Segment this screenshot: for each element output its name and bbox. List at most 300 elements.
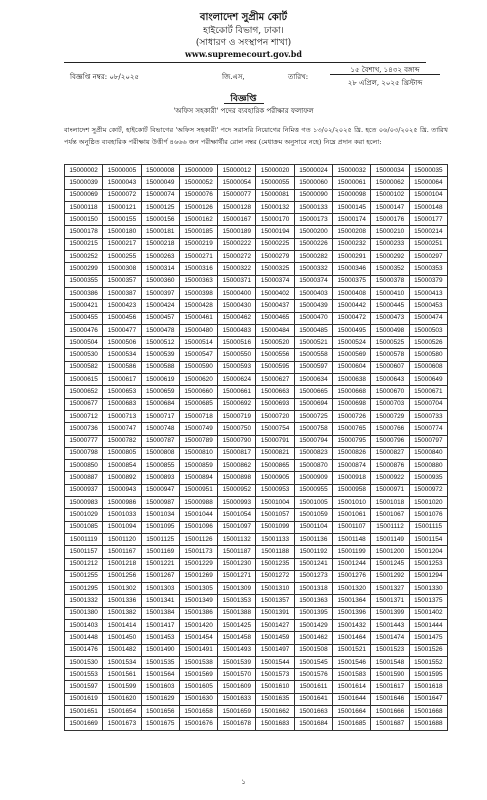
roll-number-cell: 15000291 bbox=[333, 251, 371, 263]
date-label: তারিখ: bbox=[288, 73, 309, 81]
roll-number-cell: 15000506 bbox=[103, 337, 141, 349]
roll-number-cell: 15000870 bbox=[294, 460, 332, 472]
roll-number-cell: 15001230 bbox=[218, 558, 256, 570]
roll-number-cell: 15000118 bbox=[65, 201, 103, 213]
table-row bbox=[65, 632, 448, 644]
roll-number-cell: 15001018 bbox=[371, 497, 409, 509]
roll-number-cell: 15000462 bbox=[218, 312, 256, 324]
roll-number-cell: 15001044 bbox=[179, 509, 217, 521]
roll-number-cell: 15001663 bbox=[294, 706, 332, 718]
roll-number-cell: 15001546 bbox=[333, 656, 371, 668]
roll-number-cell: 15001212 bbox=[65, 558, 103, 570]
table-row bbox=[65, 546, 448, 558]
roll-number-cell: 15000226 bbox=[294, 238, 332, 250]
roll-number-cell: 15000150 bbox=[65, 214, 103, 226]
roll-number-cell: 15001295 bbox=[65, 583, 103, 595]
roll-number-cell: 15000617 bbox=[103, 374, 141, 386]
roll-number-cell: 15000520 bbox=[256, 337, 294, 349]
roll-number-cell: 15001564 bbox=[141, 669, 179, 681]
notice-title: বিজ্ঞপ্তি bbox=[230, 94, 257, 104]
roll-number-cell: 15000052 bbox=[179, 177, 217, 189]
roll-number-cell: 15000423 bbox=[103, 300, 141, 312]
roll-number-cell: 15000400 bbox=[218, 287, 256, 299]
roll-number-cell: 15001119 bbox=[65, 533, 103, 545]
table-row bbox=[65, 312, 448, 324]
roll-number-cell: 15000937 bbox=[65, 484, 103, 496]
roll-number-cell: 15000874 bbox=[333, 460, 371, 472]
roll-number-cell: 15001420 bbox=[179, 619, 217, 631]
roll-number-cell: 15001054 bbox=[218, 509, 256, 521]
roll-number-cell: 15000671 bbox=[409, 386, 447, 398]
roll-number-cell: 15000747 bbox=[103, 423, 141, 435]
roll-number-cell: 15000951 bbox=[179, 484, 217, 496]
roll-number-cell: 15000039 bbox=[65, 177, 103, 189]
memo-number: বিজ্ঞপ্তি নম্বর: ০৮/২০২৫ bbox=[70, 73, 139, 81]
roll-number-cell: 15001167 bbox=[103, 546, 141, 558]
roll-number-cell: 15001104 bbox=[294, 521, 332, 533]
roll-number-cell: 15000200 bbox=[294, 226, 332, 238]
roll-number-cell: 15001276 bbox=[333, 570, 371, 582]
roll-number-cell: 15001548 bbox=[371, 656, 409, 668]
roll-number-cell: 15000255 bbox=[103, 251, 141, 263]
roll-number-cell: 15001357 bbox=[256, 595, 294, 607]
roll-number-cell: 15001133 bbox=[256, 533, 294, 545]
roll-number-cell: 15000668 bbox=[333, 386, 371, 398]
roll-number-cell: 15000476 bbox=[65, 324, 103, 336]
roll-number-cell: 15001256 bbox=[103, 570, 141, 582]
roll-number-cell: 15000222 bbox=[218, 238, 256, 250]
roll-number-cell: 15000586 bbox=[103, 361, 141, 373]
roll-number-cell: 15001570 bbox=[218, 669, 256, 681]
roll-number-cell: 15000796 bbox=[371, 435, 409, 447]
table-row bbox=[65, 484, 448, 496]
table-row bbox=[65, 423, 448, 435]
roll-number-cell: 15001125 bbox=[141, 533, 179, 545]
roll-number-cell: 15000823 bbox=[294, 447, 332, 459]
table-row bbox=[65, 300, 448, 312]
roll-number-cell: 15000634 bbox=[294, 374, 332, 386]
roll-number-cell: 15000661 bbox=[218, 386, 256, 398]
roll-number-cell: 15001595 bbox=[409, 669, 447, 681]
roll-number-cell: 15000787 bbox=[141, 435, 179, 447]
roll-number-cell: 15000442 bbox=[333, 300, 371, 312]
roll-number-cell: 15000413 bbox=[409, 287, 447, 299]
roll-number-cell: 15001336 bbox=[103, 595, 141, 607]
roll-number-cell: 15000445 bbox=[371, 300, 409, 312]
table-row bbox=[65, 619, 448, 631]
table-row bbox=[65, 386, 448, 398]
roll-number-cell: 15000578 bbox=[371, 349, 409, 361]
roll-number-cell: 15000918 bbox=[333, 472, 371, 484]
roll-number-cell: 15001005 bbox=[294, 497, 332, 509]
roll-number-cell: 15001659 bbox=[218, 706, 256, 718]
roll-number-cell: 15001149 bbox=[371, 533, 409, 545]
roll-number-cell: 15000005 bbox=[103, 165, 141, 177]
roll-number-cell: 15000076 bbox=[179, 189, 217, 201]
table-row bbox=[65, 251, 448, 263]
roll-number-cell: 15001403 bbox=[65, 619, 103, 631]
roll-number-cell: 15000465 bbox=[256, 312, 294, 324]
roll-number-cell: 15001534 bbox=[103, 656, 141, 668]
roll-number-cell: 15000725 bbox=[294, 410, 332, 422]
roll-number-cell: 15000791 bbox=[256, 435, 294, 447]
roll-number-cell: 15001444 bbox=[409, 619, 447, 631]
table-row bbox=[65, 595, 448, 607]
roll-number-cell: 15000147 bbox=[371, 201, 409, 213]
roll-number-cell: 15000062 bbox=[371, 177, 409, 189]
roll-number-cell: 15000887 bbox=[65, 472, 103, 484]
roll-number-cell: 15000503 bbox=[409, 324, 447, 336]
roll-number-cell: 15001380 bbox=[65, 607, 103, 619]
roll-number-cell: 15001349 bbox=[179, 595, 217, 607]
roll-number-cell: 15001576 bbox=[294, 669, 332, 681]
roll-number-cell: 15000128 bbox=[218, 201, 256, 213]
roll-number-cell: 15001618 bbox=[409, 681, 447, 693]
roll-number-cell: 15000483 bbox=[218, 324, 256, 336]
roll-number-cell: 15000251 bbox=[409, 238, 447, 250]
table-row bbox=[65, 263, 448, 275]
roll-number-cell: 15000457 bbox=[141, 312, 179, 324]
table-row bbox=[65, 521, 448, 533]
roll-number-cell: 15000279 bbox=[256, 251, 294, 263]
roll-number-cell: 15000736 bbox=[65, 423, 103, 435]
roll-number-cell: 15000477 bbox=[103, 324, 141, 336]
roll-number-cell: 15000766 bbox=[371, 423, 409, 435]
roll-number-cell: 15000034 bbox=[371, 165, 409, 177]
roll-number-cell: 15000789 bbox=[179, 435, 217, 447]
roll-number-cell: 15000215 bbox=[65, 238, 103, 250]
roll-number-cell: 15001609 bbox=[218, 681, 256, 693]
roll-number-cell: 15001635 bbox=[256, 693, 294, 705]
roll-number-cell: 15000720 bbox=[256, 410, 294, 422]
roll-number-cell: 15001497 bbox=[256, 644, 294, 656]
roll-number-cell: 15000263 bbox=[141, 251, 179, 263]
roll-number-cell: 15000408 bbox=[333, 287, 371, 299]
roll-number-cell: 15001641 bbox=[294, 693, 332, 705]
table-row bbox=[65, 718, 448, 730]
roll-number-cell: 15000357 bbox=[103, 275, 141, 287]
roll-number-cell: 15001154 bbox=[409, 533, 447, 545]
table-row bbox=[65, 238, 448, 250]
roll-number-cell: 15000495 bbox=[333, 324, 371, 336]
roll-number-cell: 15001662 bbox=[256, 706, 294, 718]
roll-number-cell: 15000685 bbox=[179, 398, 217, 410]
roll-number-cell: 15001391 bbox=[256, 607, 294, 619]
table-row bbox=[65, 201, 448, 213]
roll-number-cell: 15000424 bbox=[141, 300, 179, 312]
table-row bbox=[65, 607, 448, 619]
roll-number-cell: 15001341 bbox=[141, 595, 179, 607]
roll-number-cell: 15000854 bbox=[103, 460, 141, 472]
table-row bbox=[65, 558, 448, 570]
roll-number-cell: 15000322 bbox=[218, 263, 256, 275]
roll-number-cell: 15000125 bbox=[141, 201, 179, 213]
roll-number-cell: 15001666 bbox=[371, 706, 409, 718]
roll-number-cell: 15000155 bbox=[103, 214, 141, 226]
roll-number-cell: 15001605 bbox=[179, 681, 217, 693]
roll-number-cell: 15001269 bbox=[179, 570, 217, 582]
roll-number-cell: 15000971 bbox=[371, 484, 409, 496]
roll-number-cell: 15000514 bbox=[179, 337, 217, 349]
table-row bbox=[65, 509, 448, 521]
roll-number-cell: 15001292 bbox=[371, 570, 409, 582]
roll-number-cell: 15001375 bbox=[409, 595, 447, 607]
roll-number-cell: 15001097 bbox=[218, 521, 256, 533]
roll-number-cell: 15001538 bbox=[179, 656, 217, 668]
roll-number-cell: 15001493 bbox=[218, 644, 256, 656]
roll-number-cell: 15001099 bbox=[256, 521, 294, 533]
roll-number-cell: 15001656 bbox=[141, 706, 179, 718]
roll-number-cell: 15000726 bbox=[333, 410, 371, 422]
roll-number-cell: 15000704 bbox=[409, 398, 447, 410]
roll-number-cell: 15000060 bbox=[294, 177, 332, 189]
roll-number-cell: 15001076 bbox=[409, 509, 447, 521]
roll-number-cell: 15001010 bbox=[333, 497, 371, 509]
website-link[interactable]: www.supremecourt.gov.bd bbox=[185, 49, 302, 59]
roll-number-cell: 15001327 bbox=[371, 583, 409, 595]
roll-number-cell: 15000547 bbox=[179, 349, 217, 361]
roll-number-cell: 15000624 bbox=[218, 374, 256, 386]
table-row bbox=[65, 460, 448, 472]
roll-number-cell: 15001096 bbox=[179, 521, 217, 533]
roll-number-cell: 15001658 bbox=[179, 706, 217, 718]
roll-number-cell: 15001443 bbox=[371, 619, 409, 631]
roll-number-cell: 15001169 bbox=[141, 546, 179, 558]
roll-number-cell: 15000428 bbox=[179, 300, 217, 312]
roll-number-cell: 15000758 bbox=[294, 423, 332, 435]
roll-number-cell: 15000219 bbox=[179, 238, 217, 250]
roll-number-cell: 15000588 bbox=[141, 361, 179, 373]
roll-number-cell: 15000893 bbox=[141, 472, 179, 484]
roll-number-cell: 15001611 bbox=[294, 681, 332, 693]
roll-number-cell: 15001619 bbox=[65, 693, 103, 705]
table-row bbox=[65, 693, 448, 705]
table-row bbox=[65, 410, 448, 422]
roll-number-cell: 15001067 bbox=[371, 509, 409, 521]
roll-number-cell: 15001569 bbox=[179, 669, 217, 681]
table-row bbox=[65, 398, 448, 410]
roll-number-cell: 15000750 bbox=[218, 423, 256, 435]
notice-subtitle: 'অফিস সহকারী' পদের ব্যবহারিক পরীক্ষার ফলাফল bbox=[173, 107, 314, 115]
roll-number-cell: 15000729 bbox=[371, 410, 409, 422]
roll-number-cell: 15000718 bbox=[179, 410, 217, 422]
roll-number-cell: 15000387 bbox=[103, 287, 141, 299]
roll-number-cell: 15000993 bbox=[218, 497, 256, 509]
roll-number-cell: 15000840 bbox=[409, 447, 447, 459]
roll-number-cell: 15000177 bbox=[409, 214, 447, 226]
table-row bbox=[65, 214, 448, 226]
roll-number-cell: 15000181 bbox=[141, 226, 179, 238]
roll-number-cell: 15000987 bbox=[141, 497, 179, 509]
roll-number-cell: 15001200 bbox=[371, 546, 409, 558]
roll-number-cell: 15001267 bbox=[141, 570, 179, 582]
notice-body: বাংলাদেশ সুপ্রীম কোর্ট, হাইকোর্ট বিভাগের 'অফিস সহকারী' পদে সরাসরি নিয়োগের নিমিত্ত গত ১৩/০২/২০২৫ খ্রি. হতে ০৬/০৩/২০২৫ খ্রি. তারিখ পর্যন্ত অনুষ্ঠিত ব্যবহারিক পরীক্ষায় উত্তীর্ণ ৪৬৬৬ জন পরীক্ষার্থীর রোল নম্বর (মেধাক্রম অনুসারে নহে) নিম্নে প্রদান করা হলো: bbox=[64, 126, 448, 146]
roll-number-cell: 15001687 bbox=[371, 718, 409, 730]
roll-number-cell: 15000102 bbox=[371, 189, 409, 201]
roll-number-cell: 15001668 bbox=[409, 706, 447, 718]
table-row bbox=[65, 472, 448, 484]
roll-number-cell: 15000478 bbox=[141, 324, 179, 336]
roll-number-cell: 15000074 bbox=[141, 189, 179, 201]
roll-number-cell: 15000582 bbox=[65, 361, 103, 373]
roll-number-cell: 15000314 bbox=[141, 263, 179, 275]
roll-number-cell: 15001474 bbox=[371, 632, 409, 644]
roll-number-cell: 15000421 bbox=[65, 300, 103, 312]
table-row bbox=[65, 570, 448, 582]
roll-number-cell: 15000170 bbox=[256, 214, 294, 226]
roll-number-cell: 15000765 bbox=[333, 423, 371, 435]
roll-number-cell: 15000002 bbox=[65, 165, 103, 177]
date-divider bbox=[330, 74, 440, 75]
roll-number-cell: 15000374 bbox=[256, 275, 294, 287]
roll-number-cell: 15001271 bbox=[218, 570, 256, 582]
roll-number-cell: 15001386 bbox=[179, 607, 217, 619]
roll-number-cell: 15001684 bbox=[294, 718, 332, 730]
roll-number-cell: 15001414 bbox=[103, 619, 141, 631]
roll-number-cell: 15001029 bbox=[65, 509, 103, 521]
roll-number-cell: 15000194 bbox=[256, 226, 294, 238]
roll-number-cell: 15000214 bbox=[409, 226, 447, 238]
roll-number-cell: 15000132 bbox=[256, 201, 294, 213]
roll-number-table bbox=[64, 164, 448, 731]
roll-number-cell: 15001476 bbox=[65, 644, 103, 656]
roll-number-cell: 15000474 bbox=[409, 312, 447, 324]
roll-number-cell: 15000121 bbox=[103, 201, 141, 213]
roll-number-cell: 15000480 bbox=[179, 324, 217, 336]
roll-number-cell: 15000670 bbox=[371, 386, 409, 398]
roll-number-cell: 15000374 bbox=[294, 275, 332, 287]
roll-number-cell: 15000054 bbox=[218, 177, 256, 189]
roll-number-cell: 15000210 bbox=[371, 226, 409, 238]
roll-number-cell: 15001651 bbox=[65, 706, 103, 718]
date-gregorian: ২৮ এপ্রিল, ২০২৫ খ্রিস্টাব্দ bbox=[347, 79, 423, 87]
roll-number-cell: 15000958 bbox=[333, 484, 371, 496]
roll-number-cell: 15000972 bbox=[409, 484, 447, 496]
roll-number-cell: 15001330 bbox=[409, 583, 447, 595]
roll-number-cell: 15000684 bbox=[141, 398, 179, 410]
roll-number-cell: 15000525 bbox=[371, 337, 409, 349]
roll-number-cell: 15000397 bbox=[141, 287, 179, 299]
roll-number-cell: 15000653 bbox=[103, 386, 141, 398]
roll-number-cell: 15000909 bbox=[294, 472, 332, 484]
roll-number-cell: 15001273 bbox=[294, 570, 332, 582]
roll-number-cell: 15000703 bbox=[371, 398, 409, 410]
roll-number-cell: 15000593 bbox=[218, 361, 256, 373]
roll-number-cell: 15000378 bbox=[371, 275, 409, 287]
table-row bbox=[65, 177, 448, 189]
roll-number-cell: 15000225 bbox=[256, 238, 294, 250]
roll-number-cell: 15000516 bbox=[218, 337, 256, 349]
roll-number-cell: 15000167 bbox=[218, 214, 256, 226]
roll-number-cell: 15001309 bbox=[218, 583, 256, 595]
roll-number-cell: 15000061 bbox=[333, 177, 371, 189]
roll-number-cell: 15000790 bbox=[218, 435, 256, 447]
roll-number-cell: 15000660 bbox=[179, 386, 217, 398]
roll-number-cell: 15001508 bbox=[294, 644, 332, 656]
roll-number-cell: 15000892 bbox=[103, 472, 141, 484]
roll-number-cell: 15000677 bbox=[65, 398, 103, 410]
roll-number-cell: 15000430 bbox=[218, 300, 256, 312]
roll-number-cell: 15001464 bbox=[333, 632, 371, 644]
roll-number-cell: 15001459 bbox=[256, 632, 294, 644]
roll-number-cell: 15000176 bbox=[371, 214, 409, 226]
roll-number-cell: 15000619 bbox=[141, 374, 179, 386]
roll-number-cell: 15001429 bbox=[294, 619, 332, 631]
roll-number-cell: 15001033 bbox=[103, 509, 141, 521]
roll-number-cell: 15000935 bbox=[409, 472, 447, 484]
table-row bbox=[65, 644, 448, 656]
roll-number-cell: 15000355 bbox=[65, 275, 103, 287]
roll-number-cell: 15000534 bbox=[103, 349, 141, 361]
roll-number-cell: 15000794 bbox=[294, 435, 332, 447]
roll-number-cell: 15000035 bbox=[409, 165, 447, 177]
roll-number-cell: 15001395 bbox=[294, 607, 332, 619]
roll-number-cell: 15000352 bbox=[371, 263, 409, 275]
roll-number-cell: 15000398 bbox=[179, 287, 217, 299]
section-name: (সাধারণ ও সংস্থাপন শাখা) bbox=[195, 38, 292, 48]
roll-number-cell: 15000713 bbox=[103, 410, 141, 422]
roll-number-cell: 15001363 bbox=[294, 595, 332, 607]
roll-number-cell: 15000526 bbox=[409, 337, 447, 349]
roll-number-cell: 15000473 bbox=[371, 312, 409, 324]
roll-number-cell: 15000880 bbox=[409, 460, 447, 472]
roll-number-cell: 15001318 bbox=[294, 583, 332, 595]
roll-number-cell: 15000282 bbox=[294, 251, 332, 263]
roll-number-cell: 15000104 bbox=[409, 189, 447, 201]
roll-number-cell: 15000162 bbox=[179, 214, 217, 226]
roll-number-cell: 15000173 bbox=[294, 214, 332, 226]
roll-number-cell: 15000133 bbox=[294, 201, 332, 213]
table-row bbox=[65, 275, 448, 287]
roll-number-cell: 15000865 bbox=[256, 460, 294, 472]
table-row bbox=[65, 681, 448, 693]
roll-number-cell: 15000456 bbox=[103, 312, 141, 324]
roll-number-cell: 15000797 bbox=[409, 435, 447, 447]
roll-number-cell: 15000955 bbox=[294, 484, 332, 496]
roll-number-cell: 15001683 bbox=[256, 718, 294, 730]
roll-number-cell: 15000410 bbox=[371, 287, 409, 299]
roll-number-cell: 15000403 bbox=[294, 287, 332, 299]
roll-number-cell: 15000569 bbox=[333, 349, 371, 361]
roll-number-cell: 15001204 bbox=[409, 546, 447, 558]
table-row bbox=[65, 497, 448, 509]
roll-number-cell: 15001371 bbox=[371, 595, 409, 607]
roll-number-cell: 15000712 bbox=[65, 410, 103, 422]
roll-number-cell: 15000363 bbox=[179, 275, 217, 287]
roll-number-cell: 15001573 bbox=[256, 669, 294, 681]
roll-number-cell: 15000217 bbox=[103, 238, 141, 250]
roll-number-cell: 15001332 bbox=[65, 595, 103, 607]
roll-number-cell: 15000299 bbox=[65, 263, 103, 275]
roll-number-cell: 15001235 bbox=[256, 558, 294, 570]
roll-number-cell: 15000360 bbox=[141, 275, 179, 287]
roll-number-cell: 15001241 bbox=[294, 558, 332, 570]
roll-number-cell: 15000692 bbox=[218, 398, 256, 410]
roll-number-cell: 15000077 bbox=[218, 189, 256, 201]
roll-number-cell: 15001630 bbox=[179, 693, 217, 705]
roll-number-cell: 15000008 bbox=[141, 165, 179, 177]
roll-number-cell: 15001458 bbox=[218, 632, 256, 644]
roll-number-cell: 15000862 bbox=[218, 460, 256, 472]
roll-number-cell: 15001617 bbox=[371, 681, 409, 693]
roll-number-cell: 15001561 bbox=[103, 669, 141, 681]
roll-number-cell: 15000156 bbox=[141, 214, 179, 226]
roll-number-cell: 15001676 bbox=[179, 718, 217, 730]
roll-number-cell: 15000615 bbox=[65, 374, 103, 386]
table-row bbox=[65, 361, 448, 373]
roll-number-cell: 15000774 bbox=[409, 423, 447, 435]
roll-number-cell: 15000988 bbox=[179, 497, 217, 509]
